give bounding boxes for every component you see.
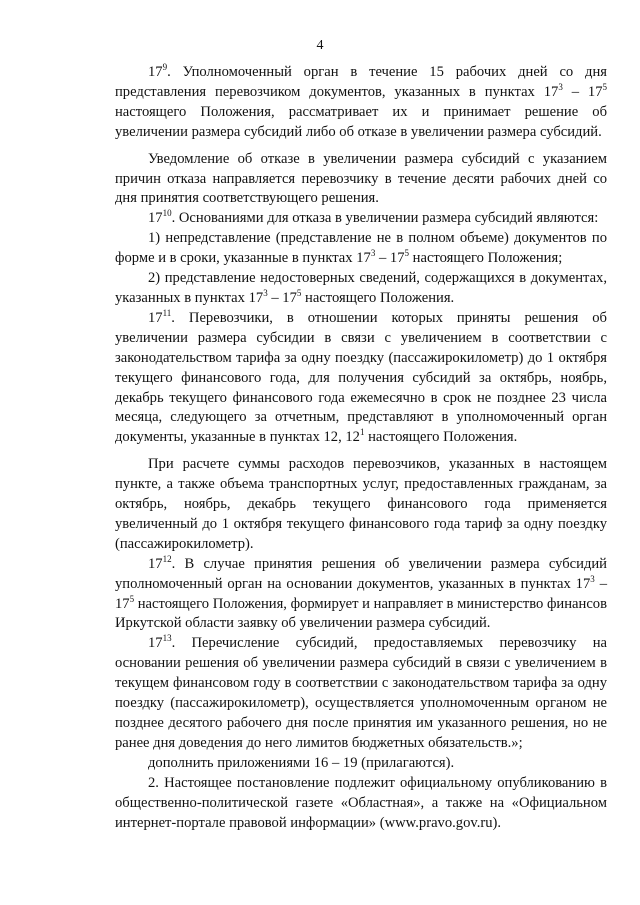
paragraph-refusal-notice: Уведомление об отказе в увеличении размера субсидий с указанием причин отказа направляется перевозчику в течение десяти рабочих дней со дня принятия соответствующего решения.: [115, 150, 607, 207]
paragraph-publication: 2. Настоящее постановление подлежит официальному опубликованию в общественно-политической газете «Областная», а также на «Официальном интернет-портале правовой информации» (www.pravo.gov.ru).: [115, 774, 607, 831]
list-item-2: 2) представление недостоверных сведений, содержащихся в документах, указанных в пунктах $17^3 - 17^5$ настоящего Положения.: [115, 270, 607, 306]
paragraph-17-11: $17^{11}$. Перевозчики, в отношении которых приняты решения об увеличении размера субсидии в связи с увеличением в соответствии с законодательством тарифа за одну поездку (пассажирокилометр) до 1 октября текущего финансового года, для получения субсидий за октябрь, ноябрь, декабрь текущего финансового года ежемесячно в срок не позднее 23 числа месяца, следующего за отчетным, представляют в уполномоченный орган документы, указанные в пунктах 12, $12^1$ настоящего Положения.: [115, 307, 607, 446]
paragraph-17-9: $17^9$. Уполномоченный орган в течение 15 рабочих дней со дня представления перевозчиком документов, указанных в пунктах $17^3 - 17^5$ настоящего Положения, рассматривает их и принимает решение об увеличении размера субсидий либо об отказе в увеличении размера субсидий.: [115, 62, 607, 140]
document-body: [115, 63, 607, 833]
page-number: 4: [316, 38, 324, 53]
paragraph-appendices: дополнить приложениями 16 – 19 (прилагаются).: [148, 754, 455, 771]
paragraph-17-13: $17^{13}$. Перечисление субсидий, предоставляемых перевозчику на основании решения об увеличении размера субсидий в связи с увеличением в текущем финансовом году в соответствии с законодательством тарифа за одну поездку (пассажирокилометр), осуществляется уполномоченным органом не позднее десятого рабочего дня после принятия им указанного решения, но не ранее дня доведения до него лимитов бюджетных обязательств.»;: [115, 633, 607, 751]
paragraph-calculation: При расчете суммы расходов перевозчиков, указанных в настоящем пункте, а также объема транспортных услуг, предоставленных гражданам, за октябрь, ноябрь, декабрь текущего финансового года применяется увеличенный до 1 октября текущего финансового года тариф за одну поездку (пассажирокилометр).: [115, 456, 607, 552]
paragraph-17-10: $17^{10}$. Основаниями для отказа в увеличении размера субсидий являются:: [148, 208, 599, 227]
paragraph-17-12: $17^{12}$. В случае принятия решения об увеличении размера субсидий уполномоченный орган на основании документов, указанных в пунктах $17^3 - 17^5$ настоящего Положения, формирует и направляет в министерство финансов Иркутской области заявку об увеличении размера субсидий.: [115, 553, 607, 632]
list-item-1: 1) непредставление (представление не в полном объеме) документов по форме и в сроки, указанные в пунктах $17^3 - 17^5$ настоящего Положения;: [115, 230, 607, 267]
